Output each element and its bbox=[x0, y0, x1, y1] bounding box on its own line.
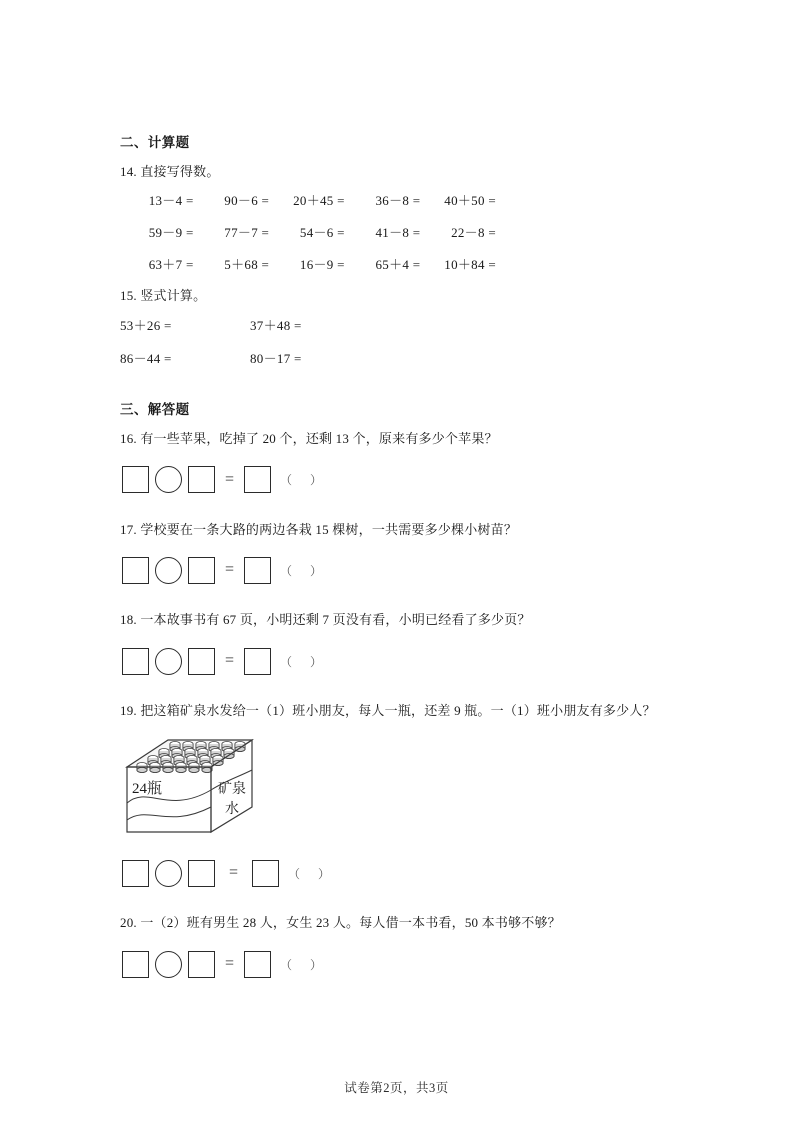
answer-box-operand2[interactable] bbox=[188, 648, 215, 675]
arithmetic-cell[interactable]: 59－9 = bbox=[148, 225, 194, 241]
page-footer: 试卷第2页，共3页 bbox=[344, 1081, 449, 1095]
bottle-caps-grid bbox=[137, 742, 245, 773]
vertical-calc-row bbox=[120, 315, 380, 334]
vertical-calc-cell[interactable]: 37＋48 = bbox=[250, 318, 302, 334]
question-14-number: 14. bbox=[120, 163, 137, 179]
answer-row-17 bbox=[122, 553, 680, 587]
question-18-text: 一本故事书有 67 页，小明还剩 7 页没有看，小明已经看了多少页？ bbox=[140, 612, 531, 628]
question-16-text: 有一些苹果，吃掉了 20 个，还剩 13 个，原来有多少个苹果？ bbox=[140, 430, 498, 446]
arithmetic-cell[interactable]: 77－7 = bbox=[224, 225, 270, 241]
arithmetic-cell[interactable]: 13－4 = bbox=[148, 193, 194, 209]
answer-box-operand1[interactable] bbox=[122, 466, 149, 493]
question-15-prompt bbox=[120, 287, 680, 306]
question-17-text: 学校要在一条大路的两边各栽 15 棵树，一共需要多少棵小树苗？ bbox=[140, 521, 518, 537]
section-heading-calculation: 二、计算题 bbox=[120, 135, 190, 150]
answer-row-18 bbox=[122, 644, 680, 678]
arithmetic-cell[interactable]: 36－8 = bbox=[375, 193, 421, 209]
equals-sign: = bbox=[225, 470, 235, 488]
equals-sign: = bbox=[229, 864, 239, 882]
arithmetic-row bbox=[120, 190, 498, 209]
arithmetic-cell[interactable]: 90－6 = bbox=[224, 193, 270, 209]
question-14-prompt bbox=[120, 163, 680, 182]
vertical-calc-cell[interactable]: 53＋26 = bbox=[120, 318, 172, 334]
arithmetic-cell[interactable]: 63＋7 = bbox=[148, 257, 194, 273]
answer-box-operand1[interactable] bbox=[122, 860, 149, 887]
answer-box-operand2[interactable] bbox=[188, 951, 215, 978]
arithmetic-cell[interactable]: 65＋4 = bbox=[375, 257, 421, 273]
carton-svg bbox=[122, 733, 257, 841]
question-17-prompt bbox=[120, 521, 680, 540]
question-19-number: 19. bbox=[120, 703, 137, 719]
question-16-number: 16. bbox=[120, 430, 137, 446]
question-19-prompt bbox=[120, 702, 680, 721]
carton-side-label-top: 矿泉 bbox=[218, 782, 246, 798]
question-19-text: 把这箱矿泉水发给一（1）班小朋友，每人一瓶，还差 9 瓶。一（1）班小朋友有多少人？ bbox=[140, 703, 656, 719]
page-content bbox=[120, 134, 680, 981]
answer-row-19 bbox=[122, 856, 680, 890]
vertical-calc-cell[interactable]: 80－17 = bbox=[250, 351, 302, 367]
arithmetic-row bbox=[120, 254, 498, 273]
answer-row-20 bbox=[122, 947, 680, 981]
answer-unit-parentheses[interactable]: （ ） bbox=[280, 473, 326, 488]
section-heading-word-problems: 三、解答题 bbox=[120, 402, 190, 418]
answer-unit-parentheses[interactable]: （ ） bbox=[280, 957, 326, 972]
question-15-vertical-calc-grid bbox=[120, 315, 380, 367]
arithmetic-cell[interactable]: 40＋50 = bbox=[444, 193, 496, 209]
answer-circle-operator[interactable] bbox=[155, 951, 182, 978]
answer-box-operand1[interactable] bbox=[122, 648, 149, 675]
equals-sign: = bbox=[225, 652, 235, 670]
answer-box-result[interactable] bbox=[244, 648, 271, 675]
carton-front-label: 24瓶 bbox=[132, 781, 163, 798]
vertical-calc-row bbox=[120, 348, 380, 367]
question-14-text: 直接写得数。 bbox=[140, 163, 220, 179]
question-14-arithmetic-grid bbox=[120, 190, 498, 273]
equals-sign: = bbox=[225, 561, 235, 579]
carton-side-label-bottom: 水 bbox=[225, 802, 239, 818]
question-20-prompt bbox=[120, 914, 680, 933]
answer-unit-parentheses[interactable]: （ ） bbox=[280, 654, 326, 669]
question-16-prompt bbox=[120, 430, 680, 449]
equals-sign: = bbox=[225, 955, 235, 972]
answer-box-operand2[interactable] bbox=[188, 860, 215, 887]
question-17-number: 17. bbox=[120, 521, 137, 537]
question-18-prompt bbox=[120, 611, 680, 630]
answer-circle-operator[interactable] bbox=[155, 466, 182, 493]
arithmetic-cell[interactable]: 41－8 = bbox=[375, 225, 421, 241]
answer-box-operand2[interactable] bbox=[188, 557, 215, 584]
question-15-text: 竖式计算。 bbox=[140, 288, 207, 304]
answer-circle-operator[interactable] bbox=[155, 557, 182, 584]
arithmetic-cell[interactable]: 5＋68 = bbox=[224, 257, 270, 273]
arithmetic-cell[interactable]: 54－6 = bbox=[299, 225, 345, 241]
answer-circle-operator[interactable] bbox=[155, 648, 182, 675]
arithmetic-cell[interactable]: 20＋45 = bbox=[293, 193, 345, 209]
answer-circle-operator[interactable] bbox=[155, 860, 182, 887]
question-18-number: 18. bbox=[120, 612, 137, 628]
answer-box-result[interactable] bbox=[244, 951, 271, 978]
question-15-number: 15. bbox=[120, 288, 137, 304]
arithmetic-row bbox=[120, 222, 498, 241]
question-20-number: 20. bbox=[120, 915, 137, 931]
answer-unit-parentheses[interactable]: （ ） bbox=[288, 866, 334, 881]
answer-box-operand2[interactable] bbox=[188, 466, 215, 493]
question-20-text: 一（2）班有男生 28 人，女生 23 人。每人借一本书看，50 本书够不够？ bbox=[140, 915, 561, 931]
arithmetic-cell[interactable]: 10＋84 = bbox=[444, 257, 496, 273]
vertical-calc-cell[interactable]: 86－44 = bbox=[120, 351, 172, 367]
mineral-water-carton-illustration bbox=[122, 733, 680, 846]
arithmetic-cell[interactable]: 16－9 = bbox=[299, 257, 345, 273]
answer-box-result[interactable] bbox=[244, 557, 271, 584]
arithmetic-cell[interactable]: 22－8 = bbox=[451, 225, 496, 241]
answer-row-16 bbox=[122, 463, 680, 497]
answer-unit-parentheses[interactable]: （ ） bbox=[280, 563, 326, 578]
answer-box-result[interactable] bbox=[244, 466, 271, 493]
answer-box-result[interactable] bbox=[252, 860, 279, 887]
answer-box-operand1[interactable] bbox=[122, 951, 149, 978]
answer-box-operand1[interactable] bbox=[122, 557, 149, 584]
